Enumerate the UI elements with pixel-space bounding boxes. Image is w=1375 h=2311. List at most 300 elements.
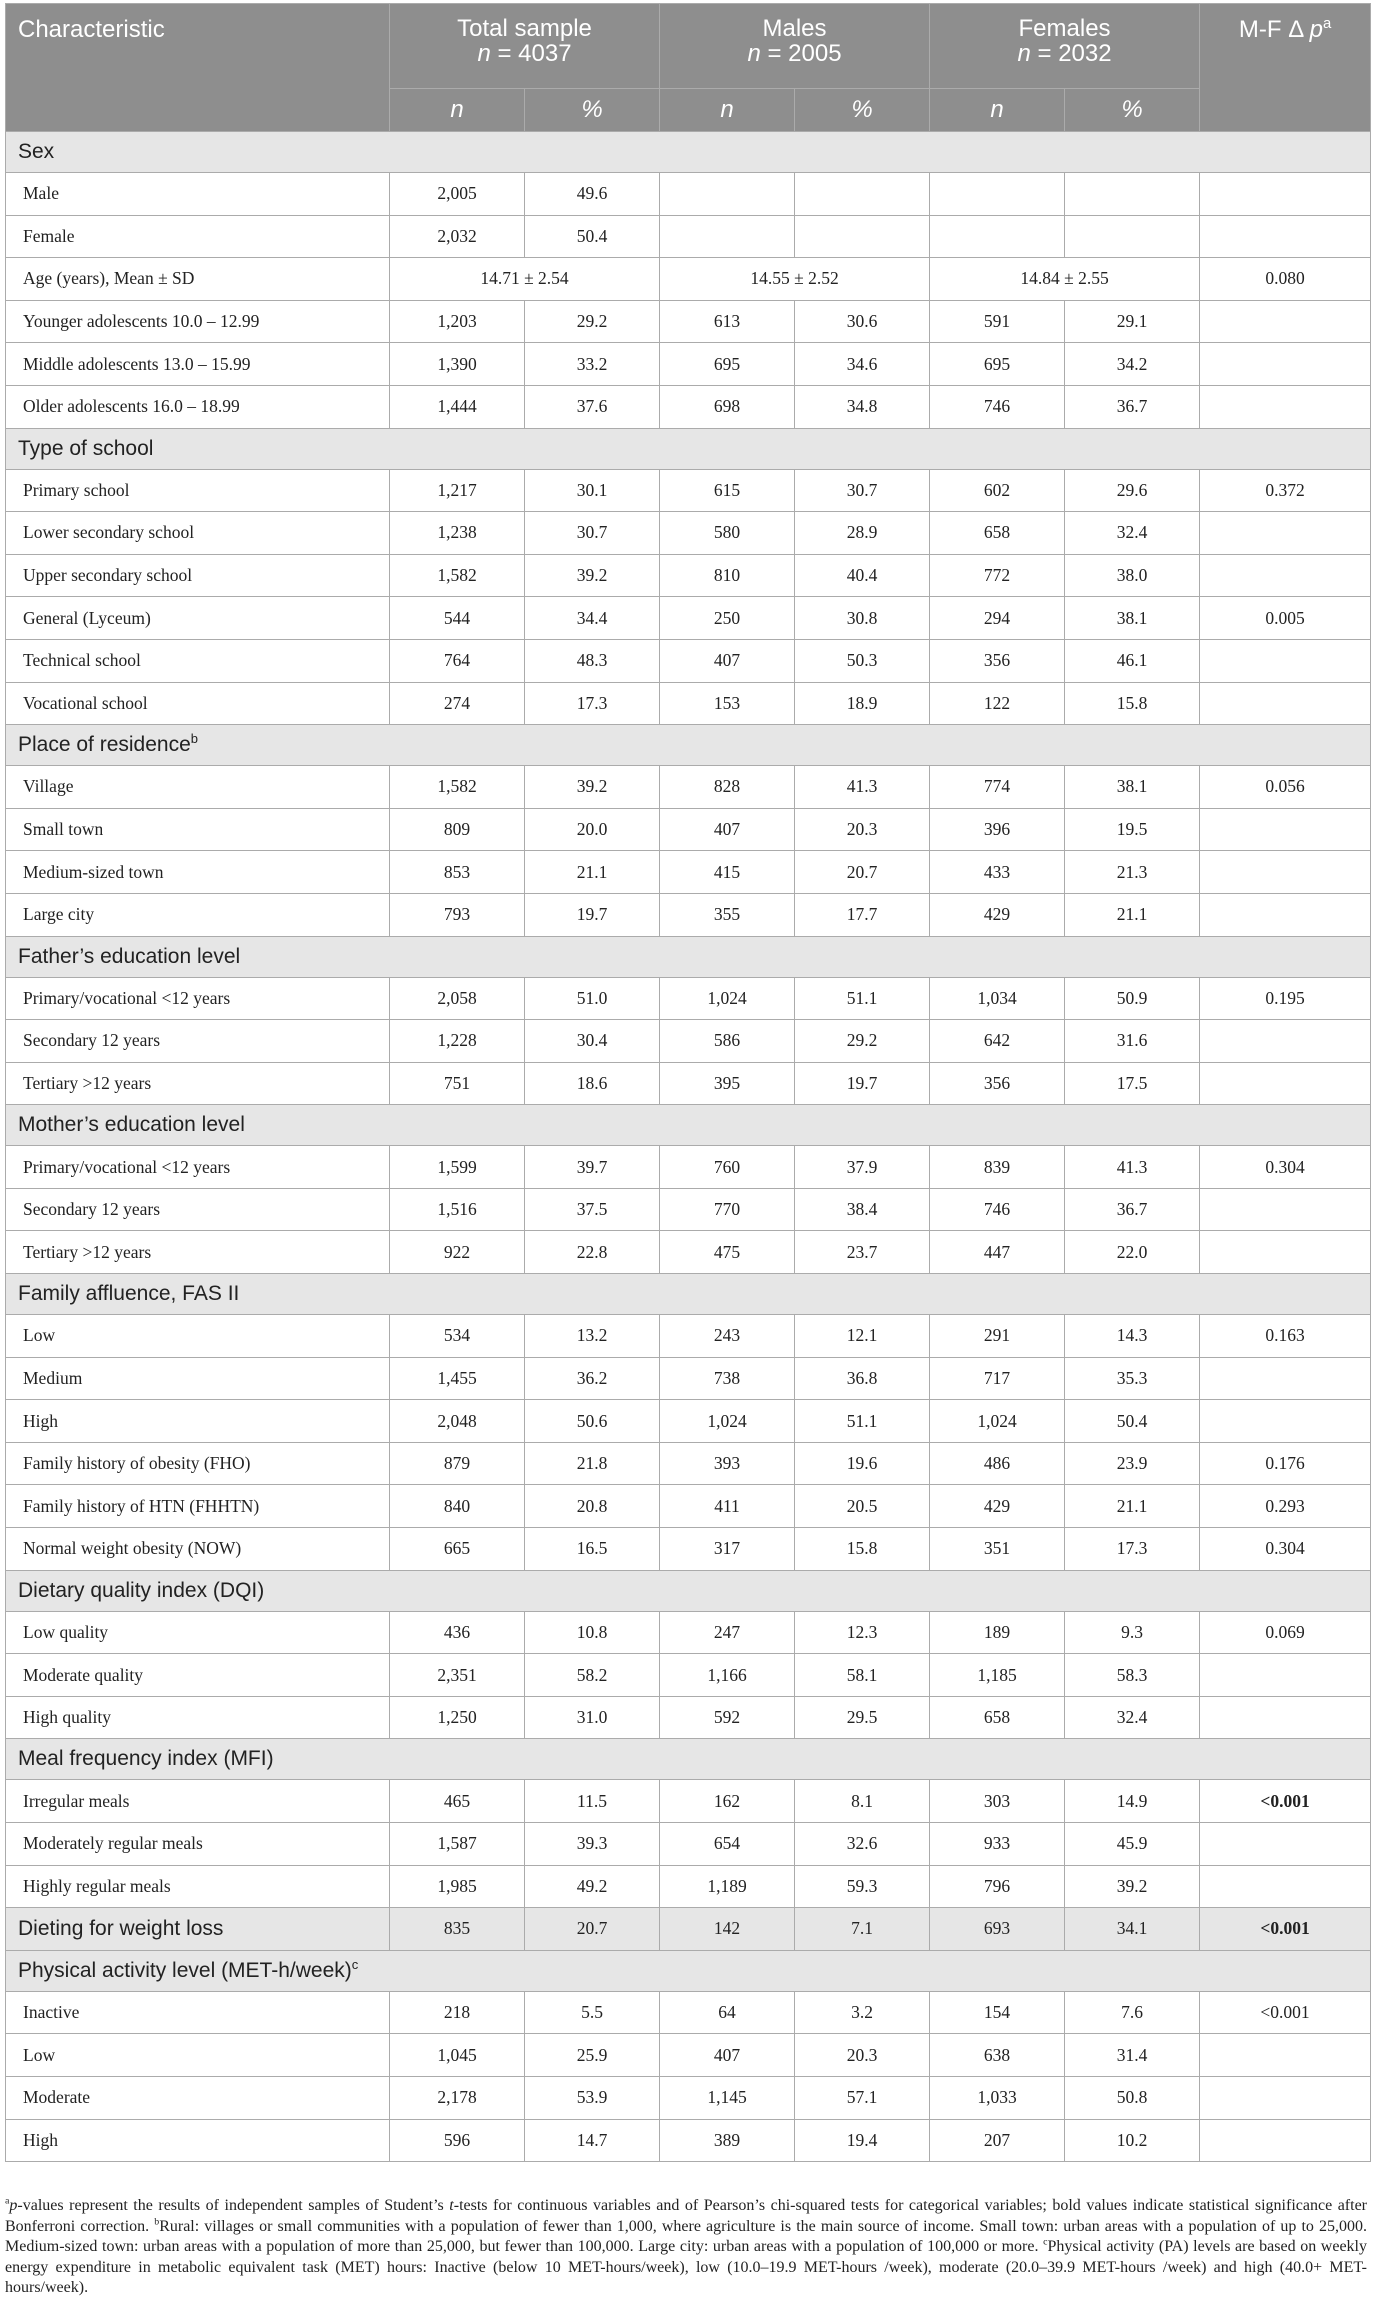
- percent-cell: 21.1: [525, 851, 660, 894]
- count-cell: 475: [660, 1231, 795, 1274]
- header-p-letter: p: [1309, 16, 1323, 43]
- table-row: [6, 1062, 1371, 1105]
- characteristics-table: [5, 3, 1371, 2162]
- count-cell: 407: [660, 808, 795, 851]
- p-value-cell: 0.304: [1200, 1528, 1371, 1571]
- section-label-sup: b: [190, 731, 199, 747]
- percent-cell: 34.6: [795, 343, 930, 386]
- percent-cell: 38.1: [1065, 597, 1200, 640]
- section-label-text: Dietary quality index (DQI): [18, 1578, 265, 1602]
- percent-cell: 30.4: [525, 1020, 660, 1063]
- percent-cell: 49.2: [525, 1865, 660, 1908]
- percent-cell: 30.1: [525, 469, 660, 512]
- row-label: Age (years), Mean ± SD: [6, 258, 390, 301]
- count-cell: 1,145: [660, 2076, 795, 2119]
- count-cell: 879: [390, 1442, 525, 1485]
- count-cell: 1,587: [390, 1823, 525, 1866]
- row-label: Primary/vocational <12 years: [6, 977, 390, 1020]
- count-cell: [660, 173, 795, 216]
- count-cell: 613: [660, 300, 795, 343]
- header-group-name: Males: [762, 15, 827, 42]
- p-value-cell: [1200, 1400, 1371, 1443]
- percent-cell: 36.7: [1065, 1188, 1200, 1231]
- table-row: [6, 851, 1371, 894]
- p-value-cell: [1200, 1231, 1371, 1274]
- count-cell: 1,516: [390, 1188, 525, 1231]
- subheader-n: n: [390, 89, 525, 132]
- row-label: General (Lyceum): [6, 597, 390, 640]
- row-label: Primary/vocational <12 years: [6, 1146, 390, 1189]
- table-row: [6, 1654, 1371, 1697]
- percent-cell: 50.9: [1065, 977, 1200, 1020]
- header-group-name: Total sample: [457, 15, 592, 42]
- count-cell: 1,985: [390, 1865, 525, 1908]
- percent-cell: 30.8: [795, 597, 930, 640]
- footnotes: [5, 2196, 1367, 2299]
- percent-cell: 20.5: [795, 1485, 930, 1528]
- section-label: [6, 1274, 1371, 1315]
- percent-cell: 41.3: [1065, 1146, 1200, 1189]
- p-value-cell: [1200, 343, 1371, 386]
- percent-cell: 14.3: [1065, 1315, 1200, 1358]
- header-p-sup: a: [1322, 16, 1332, 32]
- header-n-value: = 2032: [1037, 40, 1112, 67]
- count-cell: 2,032: [390, 215, 525, 258]
- row-label: Moderate quality: [6, 1654, 390, 1697]
- percent-cell: 38.0: [1065, 554, 1200, 597]
- section-label-text: Physical activity level (MET-h/week): [18, 1958, 352, 1982]
- count-cell: 1,189: [660, 1865, 795, 1908]
- percent-cell: 37.6: [525, 385, 660, 428]
- percent-cell: 15.8: [1065, 682, 1200, 725]
- count-cell: 654: [660, 1823, 795, 1866]
- p-value-cell: [1200, 682, 1371, 725]
- count-cell: 1,455: [390, 1357, 525, 1400]
- table-row: [6, 300, 1371, 343]
- table-row: [6, 2034, 1371, 2077]
- row-label: High: [6, 1400, 390, 1443]
- section-label: [6, 132, 1371, 173]
- percent-cell: 45.9: [1065, 1823, 1200, 1866]
- count-cell: 693: [930, 1908, 1065, 1951]
- count-cell: 580: [660, 512, 795, 555]
- footnote-a-text2: -tests for continuous variables and of Pearson’s chi-squared tests for categorical variables; bold values indicate statistical significance after Bonferroni correction.: [5, 2197, 1368, 2235]
- p-value-cell: [1200, 1188, 1371, 1231]
- row-label: Secondary 12 years: [6, 1188, 390, 1231]
- count-cell: 154: [930, 1991, 1065, 2034]
- p-value-cell: [1200, 1654, 1371, 1697]
- table-row: [6, 258, 1371, 301]
- percent-cell: 23.9: [1065, 1442, 1200, 1485]
- percent-cell: 51.0: [525, 977, 660, 1020]
- count-cell: 1,217: [390, 469, 525, 512]
- count-cell: 658: [930, 1696, 1065, 1739]
- header-n-label: n: [477, 40, 491, 67]
- percent-cell: 9.3: [1065, 1611, 1200, 1654]
- row-label: Small town: [6, 808, 390, 851]
- row-label: Older adolescents 16.0 – 18.99: [6, 385, 390, 428]
- percent-cell: 50.3: [795, 639, 930, 682]
- p-value-cell: [1200, 1357, 1371, 1400]
- count-cell: 291: [930, 1315, 1065, 1358]
- table-row: [6, 1865, 1371, 1908]
- count-cell: 1,250: [390, 1696, 525, 1739]
- percent-cell: 17.3: [525, 682, 660, 725]
- mean-sd-cell: 14.55 ± 2.52: [660, 258, 930, 301]
- section-row: [6, 725, 1371, 766]
- percent-cell: 30.7: [795, 469, 930, 512]
- percent-cell: 32.4: [1065, 512, 1200, 555]
- count-cell: 389: [660, 2119, 795, 2162]
- count-cell: 2,005: [390, 173, 525, 216]
- p-value-cell: 0.372: [1200, 469, 1371, 512]
- count-cell: 355: [660, 893, 795, 936]
- count-cell: 317: [660, 1528, 795, 1571]
- count-cell: 602: [930, 469, 1065, 512]
- count-cell: 274: [390, 682, 525, 725]
- count-cell: 738: [660, 1357, 795, 1400]
- percent-cell: 36.8: [795, 1357, 930, 1400]
- count-cell: 774: [930, 766, 1065, 809]
- percent-cell: 50.8: [1065, 2076, 1200, 2119]
- count-cell: 142: [660, 1908, 795, 1951]
- count-cell: 642: [930, 1020, 1065, 1063]
- percent-cell: 15.8: [795, 1528, 930, 1571]
- header-group-name: Females: [1018, 15, 1111, 42]
- count-cell: 544: [390, 597, 525, 640]
- table-row: [6, 1528, 1371, 1571]
- percent-cell: 20.8: [525, 1485, 660, 1528]
- section-label-text: Type of school: [18, 436, 154, 460]
- percent-cell: 48.3: [525, 639, 660, 682]
- percent-cell: 50.6: [525, 1400, 660, 1443]
- table-row: [6, 977, 1371, 1020]
- header-n-value: = 2005: [767, 40, 842, 67]
- percent-cell: 20.7: [525, 1908, 660, 1951]
- count-cell: [930, 173, 1065, 216]
- percent-cell: 58.3: [1065, 1654, 1200, 1697]
- percent-cell: 28.9: [795, 512, 930, 555]
- percent-cell: 36.2: [525, 1357, 660, 1400]
- header-total-sample: [390, 4, 660, 89]
- table-row: [6, 1188, 1371, 1231]
- percent-cell: 14.9: [1065, 1780, 1200, 1823]
- header-row-1: [6, 4, 1371, 89]
- p-value-cell: [1200, 385, 1371, 428]
- table-row: [6, 597, 1371, 640]
- count-cell: 415: [660, 851, 795, 894]
- percent-cell: 40.4: [795, 554, 930, 597]
- percent-cell: 59.3: [795, 1865, 930, 1908]
- section-label: [6, 1105, 1371, 1146]
- count-cell: 796: [930, 1865, 1065, 1908]
- count-cell: 698: [660, 385, 795, 428]
- table-row: [6, 1400, 1371, 1443]
- p-value-cell: [1200, 893, 1371, 936]
- percent-cell: 21.1: [1065, 1485, 1200, 1528]
- percent-cell: 30.6: [795, 300, 930, 343]
- p-value-cell: [1200, 851, 1371, 894]
- percent-cell: 20.7: [795, 851, 930, 894]
- section-label-text: Family affluence, FAS II: [18, 1282, 240, 1306]
- count-cell: 810: [660, 554, 795, 597]
- percent-cell: 39.3: [525, 1823, 660, 1866]
- percent-cell: 37.9: [795, 1146, 930, 1189]
- header-n-label: n: [747, 40, 761, 67]
- header-males: [660, 4, 930, 89]
- mean-sd-cell: 14.84 ± 2.55: [930, 258, 1200, 301]
- count-cell: 809: [390, 808, 525, 851]
- count-cell: 658: [930, 512, 1065, 555]
- row-label: Low: [6, 2034, 390, 2077]
- percent-cell: 17.3: [1065, 1528, 1200, 1571]
- footnote-b-marker: b: [154, 2216, 160, 2228]
- header-n-value: = 4037: [497, 40, 572, 67]
- p-value-cell: <0.001: [1200, 1908, 1371, 1951]
- count-cell: 429: [930, 893, 1065, 936]
- p-value-cell: 0.176: [1200, 1442, 1371, 1485]
- section-label: [6, 1570, 1371, 1611]
- table-row: [6, 808, 1371, 851]
- count-cell: 294: [930, 597, 1065, 640]
- section-row: [6, 1105, 1371, 1146]
- table-row: [6, 2119, 1371, 2162]
- row-label: Village: [6, 766, 390, 809]
- table-body: [6, 132, 1371, 2162]
- section-label: [6, 725, 1371, 766]
- footnote-a-text1: -values represent the results of independent samples of Student’s: [17, 2197, 450, 2214]
- percent-cell: 39.7: [525, 1146, 660, 1189]
- row-label: Middle adolescents 13.0 – 15.99: [6, 343, 390, 386]
- percent-cell: 22.0: [1065, 1231, 1200, 1274]
- row-label: Tertiary >12 years: [6, 1231, 390, 1274]
- section-label-sup: c: [351, 1956, 359, 1972]
- row-label: Lower secondary school: [6, 512, 390, 555]
- table-row: [6, 893, 1371, 936]
- footnote-a-t: t: [449, 2197, 454, 2214]
- count-cell: 162: [660, 1780, 795, 1823]
- count-cell: 534: [390, 1315, 525, 1358]
- percent-cell: 25.9: [525, 2034, 660, 2077]
- count-cell: 922: [390, 1231, 525, 1274]
- row-label: Medium: [6, 1357, 390, 1400]
- table-row: [6, 1611, 1371, 1654]
- count-cell: 407: [660, 639, 795, 682]
- percent-cell: 22.8: [525, 1231, 660, 1274]
- percent-cell: 17.7: [795, 893, 930, 936]
- percent-cell: 50.4: [525, 215, 660, 258]
- p-value-cell: [1200, 512, 1371, 555]
- row-label: High quality: [6, 1696, 390, 1739]
- percent-cell: 23.7: [795, 1231, 930, 1274]
- percent-cell: 29.6: [1065, 469, 1200, 512]
- count-cell: 407: [660, 2034, 795, 2077]
- percent-cell: 33.2: [525, 343, 660, 386]
- table-row: [6, 343, 1371, 386]
- table-row: [6, 469, 1371, 512]
- p-value-cell: [1200, 1696, 1371, 1739]
- row-label: Inactive: [6, 1991, 390, 2034]
- percent-cell: 34.2: [1065, 343, 1200, 386]
- percent-cell: 20.0: [525, 808, 660, 851]
- count-cell: 433: [930, 851, 1065, 894]
- section-label-text: Sex: [18, 140, 55, 163]
- section-label: [6, 1739, 1371, 1780]
- p-value-cell: 0.069: [1200, 1611, 1371, 1654]
- table-row: [6, 215, 1371, 258]
- table-row: [6, 554, 1371, 597]
- count-cell: 1,238: [390, 512, 525, 555]
- p-value-cell: [1200, 1062, 1371, 1105]
- row-label: Highly regular meals: [6, 1865, 390, 1908]
- mean-sd-cell: 14.71 ± 2.54: [390, 258, 660, 301]
- count-cell: 1,024: [660, 977, 795, 1020]
- section-label: [6, 428, 1371, 469]
- count-cell: 1,582: [390, 554, 525, 597]
- section-label-text: Father’s education level: [18, 944, 241, 968]
- count-cell: 746: [930, 385, 1065, 428]
- table-container: [5, 3, 1370, 2162]
- table-row: [6, 1020, 1371, 1063]
- count-cell: 770: [660, 1188, 795, 1231]
- row-label: Normal weight obesity (NOW): [6, 1528, 390, 1571]
- count-cell: 665: [390, 1528, 525, 1571]
- count-cell: 933: [930, 1823, 1065, 1866]
- p-value-cell: [1200, 2119, 1371, 2162]
- count-cell: 793: [390, 893, 525, 936]
- table-row: [6, 385, 1371, 428]
- count-cell: 243: [660, 1315, 795, 1358]
- percent-cell: 11.5: [525, 1780, 660, 1823]
- percent-cell: 14.7: [525, 2119, 660, 2162]
- count-cell: 1,033: [930, 2076, 1065, 2119]
- footnote-a-p: p: [9, 2197, 18, 2214]
- count-cell: 772: [930, 554, 1065, 597]
- count-cell: 122: [930, 682, 1065, 725]
- percent-cell: 49.6: [525, 173, 660, 216]
- count-cell: 828: [660, 766, 795, 809]
- count-cell: 1,203: [390, 300, 525, 343]
- count-cell: 2,048: [390, 1400, 525, 1443]
- percent-cell: 29.2: [795, 1020, 930, 1063]
- section-row: [6, 132, 1371, 173]
- table-row: [6, 1696, 1371, 1739]
- percent-cell: 19.6: [795, 1442, 930, 1485]
- count-cell: 2,178: [390, 2076, 525, 2119]
- p-value-cell: 0.005: [1200, 597, 1371, 640]
- percent-cell: 37.5: [525, 1188, 660, 1231]
- count-cell: 586: [660, 1020, 795, 1063]
- count-cell: 853: [390, 851, 525, 894]
- section-label-text: Mother’s education level: [18, 1113, 245, 1137]
- row-label: Irregular meals: [6, 1780, 390, 1823]
- row-label: High: [6, 2119, 390, 2162]
- percent-cell: 41.3: [795, 766, 930, 809]
- subheader-n: n: [660, 89, 795, 132]
- p-value-cell: 0.080: [1200, 258, 1371, 301]
- count-cell: 764: [390, 639, 525, 682]
- percent-cell: 19.5: [1065, 808, 1200, 851]
- row-label: Secondary 12 years: [6, 1020, 390, 1063]
- p-value-cell: 0.293: [1200, 1485, 1371, 1528]
- table-row: [6, 682, 1371, 725]
- count-cell: 303: [930, 1780, 1065, 1823]
- percent-cell: 5.5: [525, 1991, 660, 2034]
- count-cell: 64: [660, 1991, 795, 2034]
- subheader-pct: %: [525, 89, 660, 132]
- count-cell: 839: [930, 1146, 1065, 1189]
- count-cell: 592: [660, 1696, 795, 1739]
- count-cell: 1,582: [390, 766, 525, 809]
- percent-cell: [795, 173, 930, 216]
- table-row: [6, 639, 1371, 682]
- table-row: [6, 1485, 1371, 1528]
- percent-cell: 18.9: [795, 682, 930, 725]
- percent-cell: [1065, 173, 1200, 216]
- row-label: Family history of obesity (FHO): [6, 1442, 390, 1485]
- percent-cell: 39.2: [525, 554, 660, 597]
- percent-cell: 10.2: [1065, 2119, 1200, 2162]
- table-row: [6, 1146, 1371, 1189]
- count-cell: 356: [930, 1062, 1065, 1105]
- section-row: [6, 1739, 1371, 1780]
- count-cell: 250: [660, 597, 795, 640]
- percent-cell: 18.6: [525, 1062, 660, 1105]
- section-row: [6, 1570, 1371, 1611]
- percent-cell: 31.4: [1065, 2034, 1200, 2077]
- count-cell: [660, 215, 795, 258]
- count-cell: 1,444: [390, 385, 525, 428]
- table-row: [6, 1780, 1371, 1823]
- p-value-cell: [1200, 1865, 1371, 1908]
- p-value-cell: [1200, 215, 1371, 258]
- percent-cell: 29.5: [795, 1696, 930, 1739]
- p-value-cell: [1200, 808, 1371, 851]
- percent-cell: 19.7: [525, 893, 660, 936]
- section-row: [6, 1274, 1371, 1315]
- row-label: Upper secondary school: [6, 554, 390, 597]
- row-label: Primary school: [6, 469, 390, 512]
- table-row: [6, 1442, 1371, 1485]
- p-value-cell: [1200, 639, 1371, 682]
- count-cell: 2,058: [390, 977, 525, 1020]
- p-value-cell: [1200, 2076, 1371, 2119]
- table-row: [6, 1315, 1371, 1358]
- subheader-pct: %: [1065, 89, 1200, 132]
- p-value-cell: [1200, 300, 1371, 343]
- row-label: Moderate: [6, 2076, 390, 2119]
- row-label: Moderately regular meals: [6, 1823, 390, 1866]
- count-cell: 638: [930, 2034, 1065, 2077]
- section-label: [6, 936, 1371, 977]
- count-cell: 207: [930, 2119, 1065, 2162]
- section-label-text: Meal frequency index (MFI): [18, 1747, 274, 1771]
- count-cell: 1,599: [390, 1146, 525, 1189]
- count-cell: 465: [390, 1780, 525, 1823]
- percent-cell: 7.6: [1065, 1991, 1200, 2034]
- count-cell: 695: [930, 343, 1065, 386]
- row-label: Dieting for weight loss: [6, 1908, 390, 1951]
- count-cell: 1,024: [930, 1400, 1065, 1443]
- p-value-cell: 0.056: [1200, 766, 1371, 809]
- header-characteristic: Characteristic: [6, 4, 390, 132]
- footnote-c-text: Physical activity (PA) levels are based on weekly energy expenditure in metabolic equivalent task (MET) hours: Inactive (below 10 MET-hours/week), low (10.0–19.9 MET-hours /week), moderate (20.0–39.9 MET-hours /week) and high (40.0+ MET-hours/week).: [5, 2238, 1368, 2296]
- count-cell: 1,024: [660, 1400, 795, 1443]
- row-label: Medium-sized town: [6, 851, 390, 894]
- percent-cell: 39.2: [525, 766, 660, 809]
- row-label: Low: [6, 1315, 390, 1358]
- percent-cell: 32.4: [1065, 1696, 1200, 1739]
